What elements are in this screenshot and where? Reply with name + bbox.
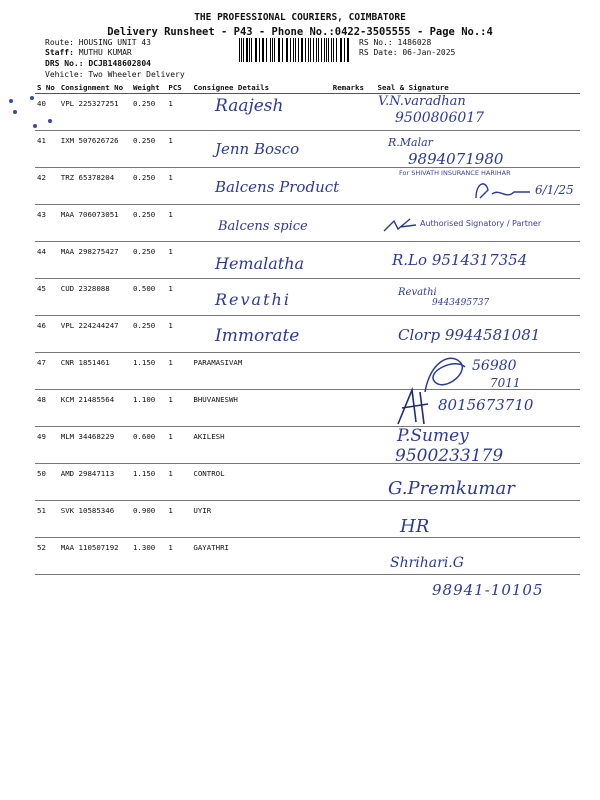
cell-remarks <box>331 427 376 464</box>
cell-consignment: MLM 34468229 <box>59 427 131 464</box>
staff-value: MUTHU KUMAR <box>78 48 132 57</box>
signatory-stamp: Authorised Signatory / Partner <box>420 219 542 228</box>
cell-remarks <box>331 205 376 242</box>
cell-sno: 40 <box>35 94 59 131</box>
ink-mark <box>48 119 52 123</box>
cell-sno: 51 <box>35 501 59 538</box>
col-seal: Seal & Signature <box>376 82 580 94</box>
cell-weight: 1.300 <box>131 538 166 575</box>
insurance-stamp: For SHIVATH INSURANCE HARIHAR <box>399 169 511 177</box>
signature-scribble-48 <box>394 386 434 428</box>
cell-weight: 0.250 <box>131 131 166 168</box>
cell-pcs: 1 <box>166 279 191 316</box>
hw-phone-52: 98941-10105 <box>432 581 544 599</box>
barcode-bar <box>295 38 296 62</box>
cell-consignment: CNR 1851461 <box>59 353 131 390</box>
signature-scribble-43 <box>380 215 420 235</box>
cell-pcs: 1 <box>166 390 191 427</box>
hw-phone-40: 9500806017 <box>395 110 485 126</box>
cell-consignment: TRZ 65378204 <box>59 168 131 205</box>
cell-sno: 41 <box>35 131 59 168</box>
cell-consignment: MAA 706073051 <box>59 205 131 242</box>
cell-weight: 0.250 <box>131 242 166 279</box>
barcode-bar <box>272 38 273 62</box>
hw-name-45: Revathi <box>215 290 291 309</box>
vehicle-value: Two Wheeler Delivery <box>88 70 185 79</box>
barcode-bar <box>239 38 240 62</box>
hw-phone-41: 9894071980 <box>408 150 504 168</box>
hw-name-43: Balcens spice <box>218 219 308 234</box>
hw-phone-49: 9500233179 <box>395 446 504 466</box>
hw-phone-47: 56980 <box>472 358 517 374</box>
cell-pcs: 1 <box>166 242 191 279</box>
cell-remarks <box>331 501 376 538</box>
cell-sno: 48 <box>35 390 59 427</box>
signature-scribble-42 <box>470 178 540 204</box>
cell-consignment: SVK 10585346 <box>59 501 131 538</box>
route-line <box>45 38 151 47</box>
hw-name-41: Jenn Bosco <box>215 140 300 158</box>
cell-pcs: 1 <box>166 316 191 353</box>
cell-sno: 49 <box>35 427 59 464</box>
hw-name-40: Raajesh <box>215 96 284 116</box>
barcode-bar <box>324 38 325 62</box>
cell-consignee: CONTROL <box>191 464 330 501</box>
cell-remarks <box>331 279 376 316</box>
table-row <box>35 279 580 316</box>
col-pcs: PCS <box>166 82 191 94</box>
cell-remarks <box>331 538 376 575</box>
hw-sign-49: P.Sumey <box>397 426 469 446</box>
cell-consignment: MAA 110507192 <box>59 538 131 575</box>
drs-line <box>45 59 151 68</box>
cell-remarks <box>331 242 376 279</box>
table-row <box>35 501 580 538</box>
ink-mark <box>33 124 37 128</box>
cell-pcs: 1 <box>166 353 191 390</box>
cell-consignment: VPL 224244247 <box>59 316 131 353</box>
col-consignee: Consignee Details <box>191 82 330 94</box>
ink-mark <box>9 99 13 103</box>
cell-consignment: VPL 225327251 <box>59 94 131 131</box>
hw-phone-48: 8015673710 <box>438 396 534 414</box>
cell-pcs: 1 <box>166 94 191 131</box>
cell-consignee: BHUVANESWH <box>191 390 330 427</box>
cell-remarks <box>331 94 376 131</box>
rs-date-value: 06-Jan-2025 <box>402 48 456 57</box>
cell-weight: 0.600 <box>131 427 166 464</box>
cell-weight: 1.100 <box>131 390 166 427</box>
cell-pcs: 1 <box>166 205 191 242</box>
rs-date-line <box>359 48 455 57</box>
barcode-bar <box>348 38 349 62</box>
route-value: HOUSING UNIT 43 <box>78 38 151 47</box>
cell-consignee: PARAMASIVAM <box>191 353 330 390</box>
col-consignment: Consignment No <box>59 82 131 94</box>
cell-sno: 45 <box>35 279 59 316</box>
drs-label: DRS No.: <box>45 59 84 68</box>
hw-sign-51: HR <box>400 516 430 537</box>
cell-pcs: 1 <box>166 427 191 464</box>
vehicle-line <box>45 70 185 79</box>
rs-no-value: 1486028 <box>397 38 432 47</box>
cell-sno: 47 <box>35 353 59 390</box>
rs-no-label: RS No.: <box>359 38 393 47</box>
cell-sno: 46 <box>35 316 59 353</box>
cell-sno: 42 <box>35 168 59 205</box>
col-remarks: Remarks <box>331 82 376 94</box>
drs-value: DCJB148602804 <box>88 59 151 68</box>
col-weight: Weight <box>131 82 166 94</box>
barcode-bar <box>279 38 280 62</box>
route-label: Route: <box>45 38 74 47</box>
cell-consignment: MAA 298275427 <box>59 242 131 279</box>
cell-consignee: AKILESH <box>191 427 330 464</box>
cell-pcs: 1 <box>166 464 191 501</box>
cell-weight: 0.500 <box>131 279 166 316</box>
barcode-bar <box>263 38 264 62</box>
hw-name-44: Hemalatha <box>215 254 305 273</box>
barcode-bar <box>282 38 283 62</box>
hw-phone-45: 9443495737 <box>432 298 490 308</box>
cell-pcs: 1 <box>166 168 191 205</box>
cell-consignee: GAYATHRI <box>191 538 330 575</box>
cell-consignment: AMD 29847113 <box>59 464 131 501</box>
hw-sign-45: Revathi <box>398 287 437 298</box>
cell-sno: 44 <box>35 242 59 279</box>
hw-name-46: Immorate <box>215 326 300 346</box>
cell-pcs: 1 <box>166 538 191 575</box>
cell-consignment: IXM 507626726 <box>59 131 131 168</box>
barcode-bar <box>290 38 291 62</box>
staff-line <box>45 48 132 57</box>
barcode-bar <box>341 38 342 62</box>
hw-name-42: Balcens Product <box>215 178 340 196</box>
ink-mark <box>13 110 17 114</box>
staff-label: Staff: <box>45 48 74 57</box>
cell-consignee: UYIR <box>191 501 330 538</box>
cell-sno: 43 <box>35 205 59 242</box>
cell-weight: 0.250 <box>131 168 166 205</box>
company-title: THE PROFESSIONAL COURIERS, COIMBATORE <box>194 12 406 23</box>
cell-weight: 0.250 <box>131 316 166 353</box>
table-header-row <box>35 82 580 94</box>
cell-sno: 52 <box>35 538 59 575</box>
hw-sign-44: R.Lo 9514317354 <box>392 251 528 269</box>
hw-phone-47b: 7011 <box>490 376 521 390</box>
hw-sign-52: Shrihari.G <box>390 555 464 571</box>
cell-consignment: CUD 2328088 <box>59 279 131 316</box>
cell-remarks <box>331 316 376 353</box>
barcode-bar <box>266 38 267 62</box>
barcode-bar <box>302 38 303 62</box>
hw-sign-46: Clorp 9944581081 <box>398 326 541 344</box>
barcode-bar <box>310 38 311 62</box>
barcode-bar <box>251 38 252 62</box>
cell-remarks <box>331 353 376 390</box>
table-row <box>35 94 580 131</box>
cell-weight: 1.150 <box>131 464 166 501</box>
cell-remarks <box>331 131 376 168</box>
hw-sign-41: R.Malar <box>388 136 433 149</box>
cell-weight: 1.150 <box>131 353 166 390</box>
runsheet-title: Delivery Runsheet - P43 - Phone No.:0422-3505555 - Page No.:4 <box>107 26 493 38</box>
hw-sign-40: V.N.varadhan <box>378 94 466 109</box>
cell-pcs: 1 <box>166 131 191 168</box>
hw-sign-50: G.Premkumar <box>388 478 515 499</box>
cell-pcs: 1 <box>166 501 191 538</box>
cell-remarks <box>331 390 376 427</box>
rs-date-label: RS Date: <box>359 48 398 57</box>
hw-date-42: 6/1/25 <box>535 183 574 197</box>
barcode-bar <box>336 38 337 62</box>
col-sno: S No <box>35 82 59 94</box>
cell-weight: 0.250 <box>131 94 166 131</box>
rs-no-line <box>359 38 431 47</box>
cell-weight: 0.900 <box>131 501 166 538</box>
cell-weight: 0.250 <box>131 205 166 242</box>
cell-sno: 50 <box>35 464 59 501</box>
cell-consignment: KCM 21485564 <box>59 390 131 427</box>
vehicle-label: Vehicle: <box>45 70 84 79</box>
cell-remarks <box>331 464 376 501</box>
table-row <box>35 538 580 575</box>
barcode-bar <box>331 38 332 62</box>
drs-barcode <box>239 38 351 62</box>
barcode-bar <box>308 38 309 62</box>
barcode-bar <box>246 38 247 62</box>
barcode-bar <box>318 38 319 62</box>
barcode-bar <box>255 38 256 62</box>
ink-mark <box>30 96 34 100</box>
